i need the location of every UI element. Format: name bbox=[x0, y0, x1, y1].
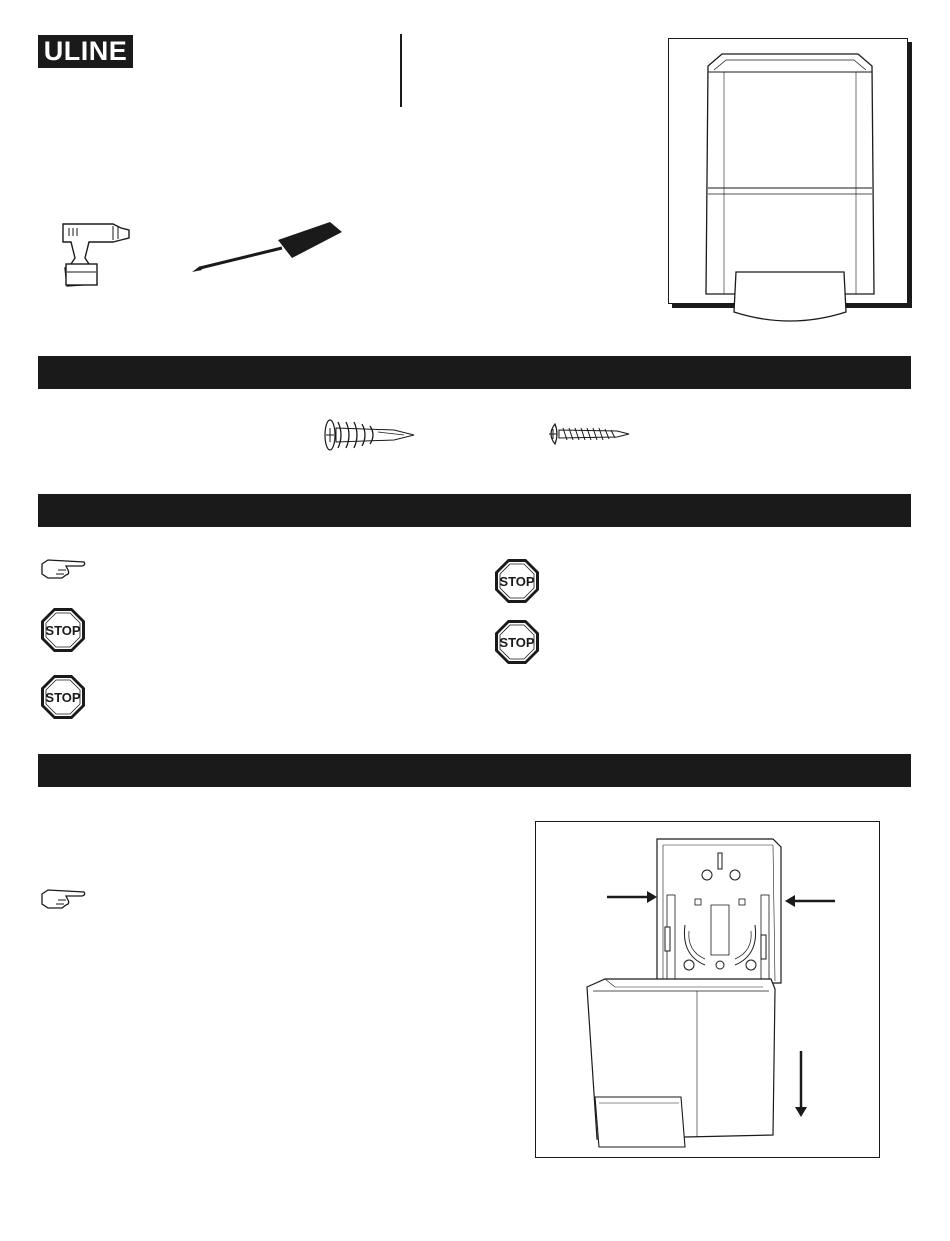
screwdriver-icon bbox=[190, 218, 346, 278]
installation-section-header bbox=[38, 754, 911, 787]
drill-icon bbox=[55, 218, 130, 290]
stop-sign-label: STOP bbox=[45, 690, 81, 705]
pointing-hand-icon bbox=[40, 558, 86, 580]
soap-dispenser-illustration bbox=[700, 50, 880, 330]
cautions-section-header bbox=[38, 494, 911, 527]
stop-sign-icon bbox=[494, 558, 540, 604]
header-divider bbox=[400, 34, 402, 107]
parts-section-header bbox=[38, 356, 911, 389]
dispenser-open-cover-illustration bbox=[585, 835, 847, 1150]
wall-anchor-icon bbox=[322, 418, 418, 452]
uline-logo: ULINE bbox=[38, 35, 133, 68]
stop-sign-label: STOP bbox=[45, 623, 81, 638]
pointing-hand-icon bbox=[40, 888, 86, 910]
stop-sign-label: STOP bbox=[499, 574, 535, 589]
stop-sign-label: STOP bbox=[499, 635, 535, 650]
screw-icon bbox=[545, 422, 631, 446]
stop-sign-icon bbox=[494, 619, 540, 665]
stop-sign-icon bbox=[40, 674, 86, 720]
stop-sign-icon bbox=[40, 607, 86, 653]
